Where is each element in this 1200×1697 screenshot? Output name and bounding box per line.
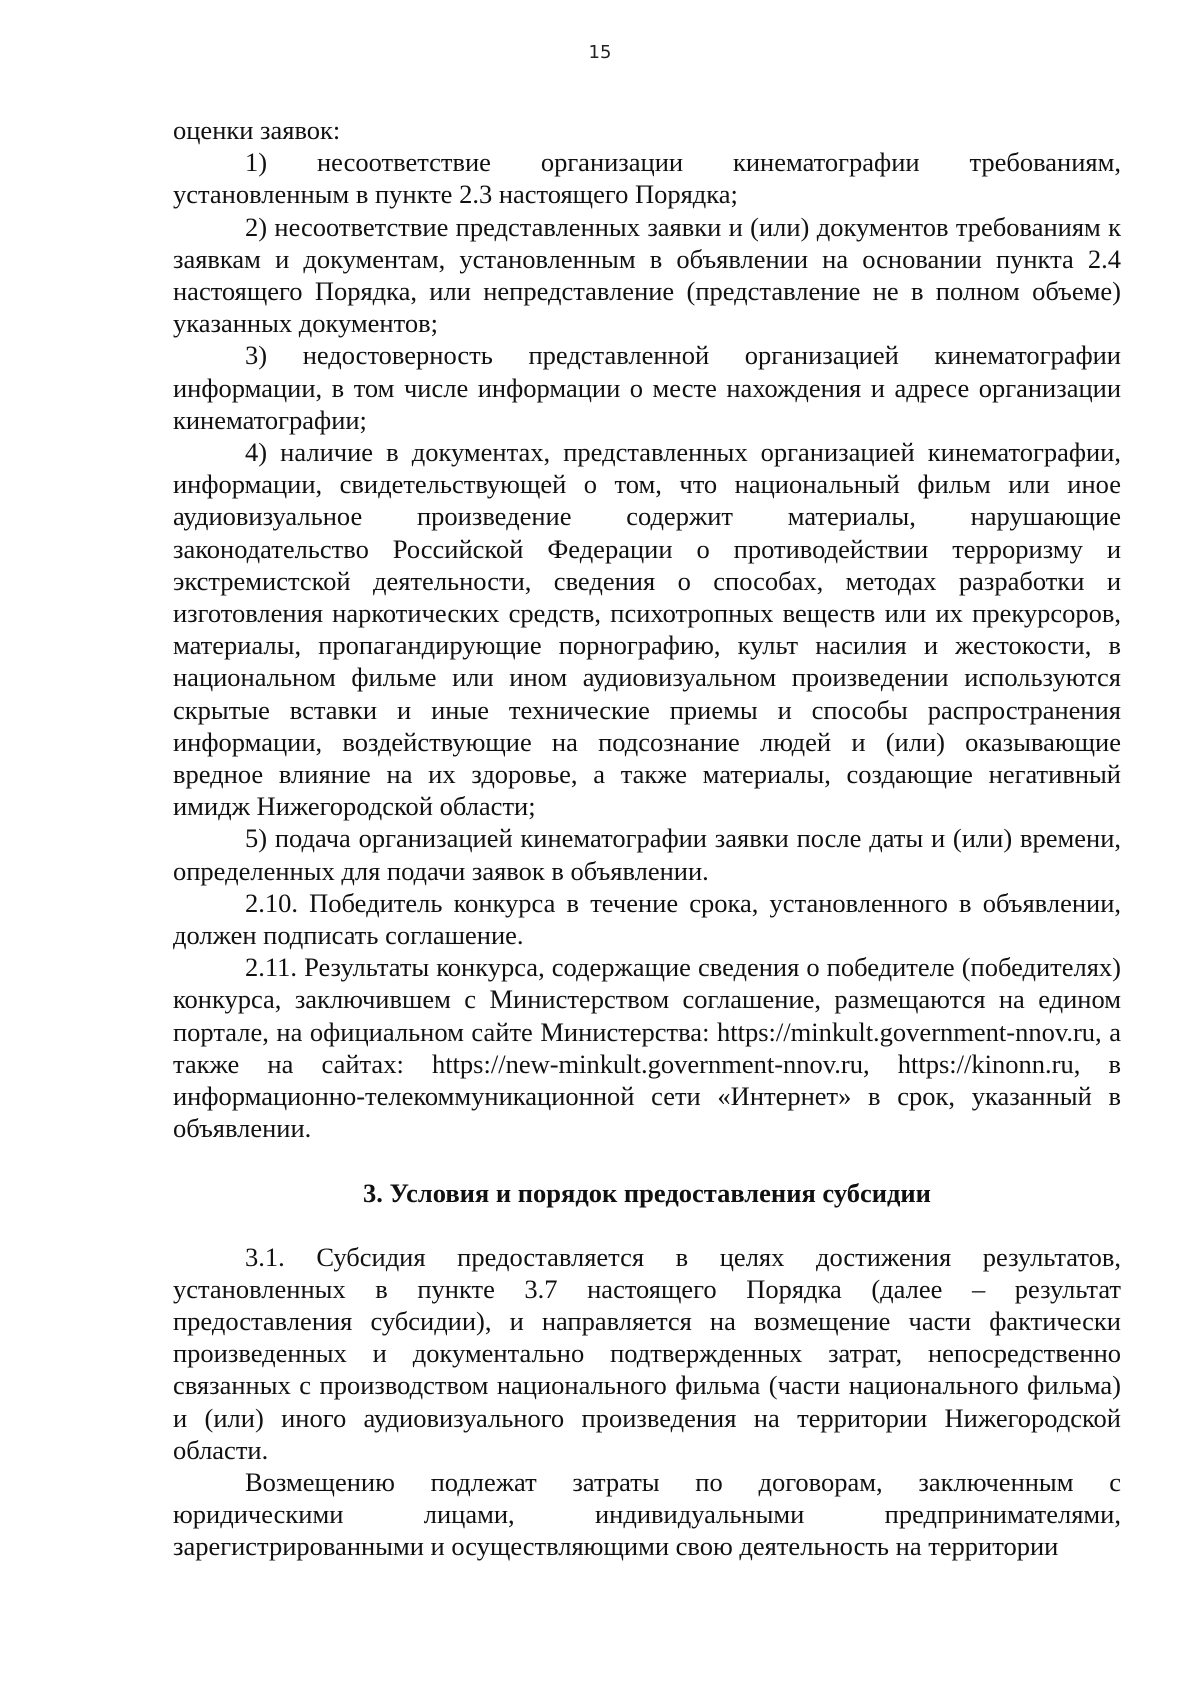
list-item-4: 4) наличие в документах, представленных организацией кинематографии, информации, свидетельствующей о том, что национальный фильм или иное аудиовизуальное произведение содержит материалы, нарушающие законодательство Российской Федерации о противодействии терроризму и экстремистской деятельности, сведения о способах, методах разработки и изготовления наркотических средств, психотропных веществ или их прекурсоров, материалы, пропагандирующие порнографию, культ насилия и жестокости, в национальном фильме или ином аудиовизуальном произведении используются скрытые вставки и иные технические приемы и способы распространения информации, воздействующие на подсознание людей и (или) оказывающие вредное влияние на их здоровье, а также материалы, создающие негативный имидж Нижегородской области;	[173, 437, 1121, 822]
list-item-3: 3) недостоверность представленной организацией кинематографии информации, в том числе информации о месте нахождения и адресе организации кинематографии;	[173, 340, 1121, 435]
list-item-5: 5) подача организацией кинематографии заявки после даты и (или) времени, определенных для подачи заявок в объявлении.	[173, 823, 1121, 886]
clause-3-1: 3.1. Субсидия предоставляется в целях достижения результатов, установленных в пункте 3.7 настоящего Порядка (далее – результат предоставления субсидии), и направляется на возмещение части фактически произведенных и документально подтвержденных затрат, непосредственно связанных с производством национального фильма (части национального фильма) и (или) иного аудиовизуального произведения на территории Нижегородской области.	[173, 1241, 1121, 1465]
document-body	[173, 114, 1121, 1563]
page-number: 15	[588, 42, 612, 63]
paragraph-continuation: оценки заявок:	[173, 115, 341, 145]
paragraph-reimbursement: Возмещению подлежат затраты по договорам, заключенным с юридическими лицами, индивидуальными предпринимателями, зарегистрированными и осуществляющими свою деятельность на территории	[173, 1466, 1121, 1562]
clause-2-10: 2.10. Победитель конкурса в течение срока, установленного в объявлении, должен подписать соглашение.	[173, 887, 1121, 951]
section-heading: 3. Условия и порядок предоставления субсидии	[363, 1177, 931, 1208]
list-item-2: 2) несоответствие представленных заявки и (или) документов требованиям к заявкам и документам, установленным в объявлении на основании пункта 2.4 настоящего Порядка, или непредставление (представление не в полном объеме) указанных документов;	[173, 211, 1121, 339]
clause-2-11: 2.11. Результаты конкурса, содержащие сведения о победителе (победителях) конкурса, заключившем с Министерством соглашение, размещаются на едином портале, на официальном сайте Министерства: https://minkult.government-nnov.ru, а также на сайтах: https://new-minkult.government-nnov.ru, https://kinonn.ru, в информационно-телекоммуникационной сети «Интернет» в срок, указанный в объявлении.	[173, 952, 1121, 1144]
list-item-1: 1) несоответствие организации кинематографии требованиям, установленным в пункте 2.3 настоящего Порядка;	[173, 147, 1121, 210]
